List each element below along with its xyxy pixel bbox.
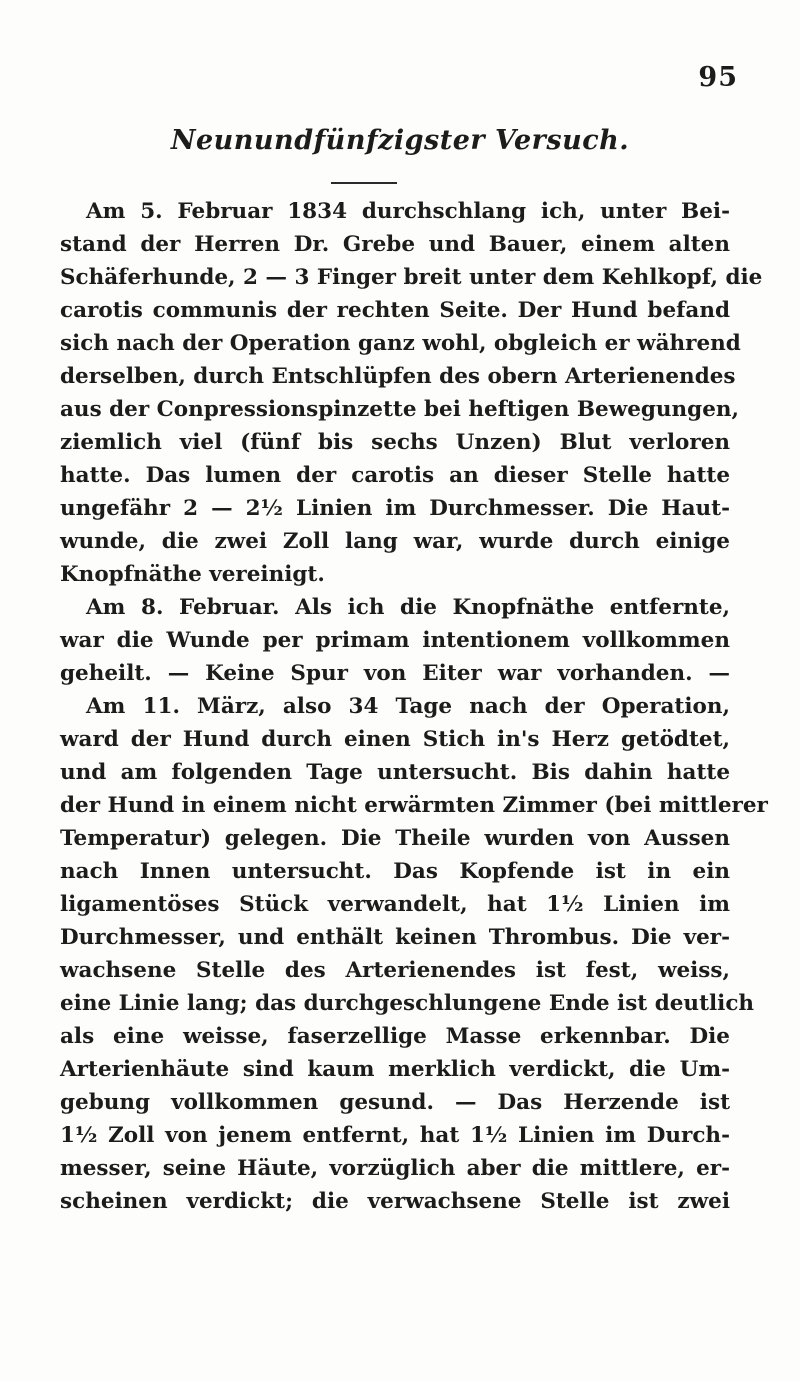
text-line: Temperatur) gelegen. Die Theile wurden von Aussen: [60, 826, 730, 851]
text-line: nach Innen untersucht. Das Kopfende ist in ein: [60, 859, 730, 884]
text-line: und am folgenden Tage untersucht. Bis dahin hatte: [60, 760, 730, 785]
text-line: ward der Hund durch einen Stich in's Herz getödtet,: [60, 727, 730, 752]
text-line: aus der Conpressionspinzette bei heftigen Bewegungen,: [60, 397, 740, 422]
text-line: Arterienhäute sind kaum merklich verdickt, die Um-: [60, 1057, 730, 1082]
text-line: 1½ Zoll von jenem entfernt, hat 1½ Linien im Durch-: [60, 1123, 730, 1148]
text-line: der Hund in einem nicht erwärmten Zimmer (bei mittlerer: [60, 793, 768, 818]
text-line: gebung vollkommen gesund. — Das Herzende ist: [60, 1090, 730, 1115]
text-line: scheinen verdickt; die verwachsene Stelle ist zwei: [60, 1189, 730, 1214]
text-line: wunde, die zwei Zoll lang war, wurde durch einige: [60, 529, 730, 554]
text-line: ziemlich viel (fünf bis sechs Unzen) Blut verloren: [60, 430, 730, 455]
text-line: Am 8. Februar. Als ich die Knopfnäthe entfernte,: [86, 595, 730, 620]
text-line: carotis communis der rechten Seite. Der Hund befand: [60, 298, 730, 323]
text-line: Knopfnäthe vereinigt.: [60, 562, 325, 587]
text-line: sich nach der Operation ganz wohl, obgleich er während: [60, 331, 741, 356]
text-line: wachsene Stelle des Arterienendes ist fest, weiss,: [60, 958, 730, 983]
text-line: stand der Herren Dr. Grebe und Bauer, einem alten: [60, 232, 730, 257]
text-line: war die Wunde per primam intentionem vollkommen: [60, 628, 730, 653]
text-line: eine Linie lang; das durchgeschlungene Ende ist deutlich: [60, 991, 755, 1016]
text-line: Schäferhunde, 2 — 3 Finger breit unter dem Kehlkopf, die: [60, 265, 763, 290]
page-number: 95: [698, 62, 738, 93]
text-line: als eine weisse, faserzellige Masse erkennbar. Die: [60, 1024, 730, 1049]
text-line: Am 11. März, also 34 Tage nach der Operation,: [86, 694, 730, 719]
text-line: ungefähr 2 — 2½ Linien im Durchmesser. Die Haut-: [60, 496, 730, 521]
text-line: geheilt. — Keine Spur von Eiter war vorhanden. —: [60, 661, 730, 686]
text-line: Durchmesser, und enthält keinen Thrombus. Die ver-: [60, 925, 730, 950]
heading-rule: [331, 182, 397, 184]
text-line: hatte. Das lumen der carotis an dieser Stelle hatte: [60, 463, 730, 488]
section-heading: Neunundfünfzigster Versuch.: [170, 125, 630, 156]
text-line: ligamentöses Stück verwandelt, hat 1½ Linien im: [60, 892, 730, 917]
body-text: [60, 195, 768, 1218]
text-line: Am 5. Februar 1834 durchschlang ich, unter Bei-: [86, 199, 730, 224]
text-line: messer, seine Häute, vorzüglich aber die mittlere, er-: [60, 1156, 730, 1181]
text-line: derselben, durch Entschlüpfen des obern Arterienendes: [60, 364, 736, 389]
